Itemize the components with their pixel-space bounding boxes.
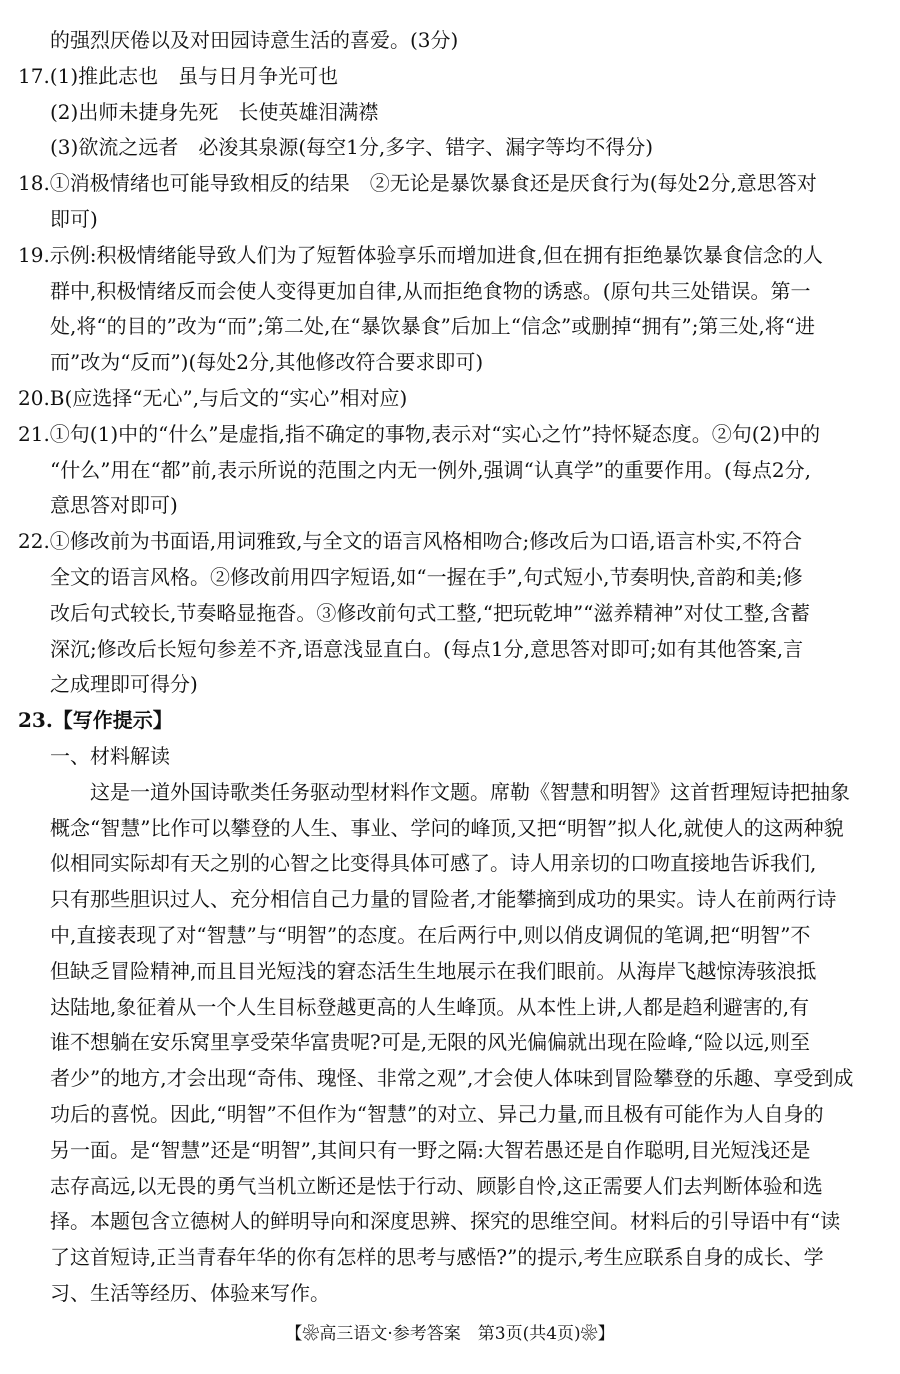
text-line: 改后句式较长,节奏略显拖沓。③修改前句式工整,“把玩乾坤”“滋养精神”对仗工整,含蓄 [50,600,810,625]
text-line: 功后的喜悦。因此,“明智”不但作为“智慧”的对立、异己力量,而且极有可能作为人自身的 [50,1101,824,1126]
text-line: 17.(1)推此志也 虽与日月争光可也 [18,63,339,88]
text-line: 概念“智慧”比作可以攀登的人生、事业、学问的峰顶,又把“明智”拟人化,就使人的这两种貌 [50,815,844,840]
text-line: 者少”的地方,才会出现“奇伟、瑰怪、非常之观”,才会使人体味到冒险攀登的乐趣、享受到成 [50,1066,854,1091]
text-line: 择。本题包含立德树人的鲜明导向和深度思辨、探究的思维空间。材料后的引导语中有“读 [50,1209,841,1234]
text-line: 深沉;修改后长短句参差不齐,语意浅显直白。(每点1分,意思答对即可;如有其他答案,言 [50,636,804,661]
text-line: 似相同实际却有天之别的心智之比变得具体可感了。诗人用亲切的口吻直接地告诉我们, [50,851,817,876]
text-line: (2)出师未捷身先死 长使英雄泪满襟 [50,99,379,124]
text-line: 达陆地,象征着从一个人生目标登越更高的人生峰顶。从本性上讲,人都是趋利避害的,有 [50,994,810,1019]
answer-content [18,23,884,1312]
text-line: 即可) [50,206,98,231]
text-line: 谁不想躺在安乐窝里享受荣华富贵呢?可是,无限的风光偏偏就出现在险峰,“险以远,则至 [50,1030,811,1055]
text-line: 了这首短诗,正当青春年华的你有怎样的思考与感悟?”的提示,考生应联系自身的成长、学 [50,1245,824,1270]
text-line: 之成理即可得分) [50,672,198,697]
text-line: 中,直接表现了对“智慧”与“明智”的态度。在后两行中,则以俏皮调侃的笔调,把“明智”不 [50,922,811,947]
text-line: 21.①句(1)中的“什么”是虚指,指不确定的事物,表示对“实心之竹”持怀疑态度。②句(2)中的 [18,421,821,446]
text-line: 23.【写作提示】 [18,708,173,733]
text-line: 处,将“的目的”改为“而”;第二处,在“暴饮暴食”后加上“信念”或删掉“拥有”;第三处,将“进 [50,314,816,339]
text-line: 习、生活等经历、体验来写作。 [50,1280,330,1305]
text-line: 志存高远,以无畏的勇气当机立断还是怯于行动、顾影自怜,这正需要人们去判断体验和选 [50,1173,823,1198]
text-line: 群中,积极情绪反而会使人变得更加自律,从而拒绝食物的诱惑。(原句共三处错误。第一 [50,278,811,303]
text-line: 20.B(应选择“无心”,与后文的“实心”相对应) [18,385,408,410]
text-line: 只有那些胆识过人、充分相信自己力量的冒险者,才能攀摘到成功的果实。诗人在前两行诗 [50,887,837,912]
text-line: 但缺乏冒险精神,而且目光短浅的窘态活生生地展示在我们眼前。从海岸飞越惊涛骇浪抵 [50,958,817,983]
text-line: 18.①消极情绪也可能导致相反的结果 ②无论是暴饮暴食还是厌食行为(每处2分,意思答对 [18,171,817,196]
page-footer: 【❀高三语文·参考答案 第3页(共4页)❀】 [285,1324,615,1344]
text-line: “什么”用在“都”前,表示所说的范围之内无一例外,强调“认真学”的重要作用。(每点2分, [50,457,811,482]
text-line: 19.示例:积极情绪能导致人们为了短暂体验享乐而增加进食,但在拥有拒绝暴饮暴食信念的人 [18,242,823,267]
text-line: 一、材料解读 [50,743,170,768]
text-line: 22.①修改前为书面语,用词雅致,与全文的语言风格相吻合;修改后为口语,语言朴实,不符合 [18,529,802,554]
text-line: (3)欲流之远者 必浚其泉源(每空1分,多字、错字、漏字等均不得分) [50,135,654,160]
text-line: 另一面。是“智慧”还是“明智”,其间只有一野之隔:大智若愚还是自作聪明,目光短浅还是 [50,1137,811,1162]
text-line: 这是一道外国诗歌类任务驱动型材料作文题。席勒《智慧和明智》这首哲理短诗把抽象 [90,779,850,804]
text-line: 的强烈厌倦以及对田园诗意生活的喜爱。(3分) [50,28,459,52]
text-line: 意思答对即可) [50,493,178,518]
text-line: 全文的语言风格。②修改前用四字短语,如“一握在手”,句式短小,节奏明快,音韵和美;修 [50,564,803,589]
text-line: 而”改为“反而”)(每处2分,其他修改符合要求即可) [50,350,484,375]
